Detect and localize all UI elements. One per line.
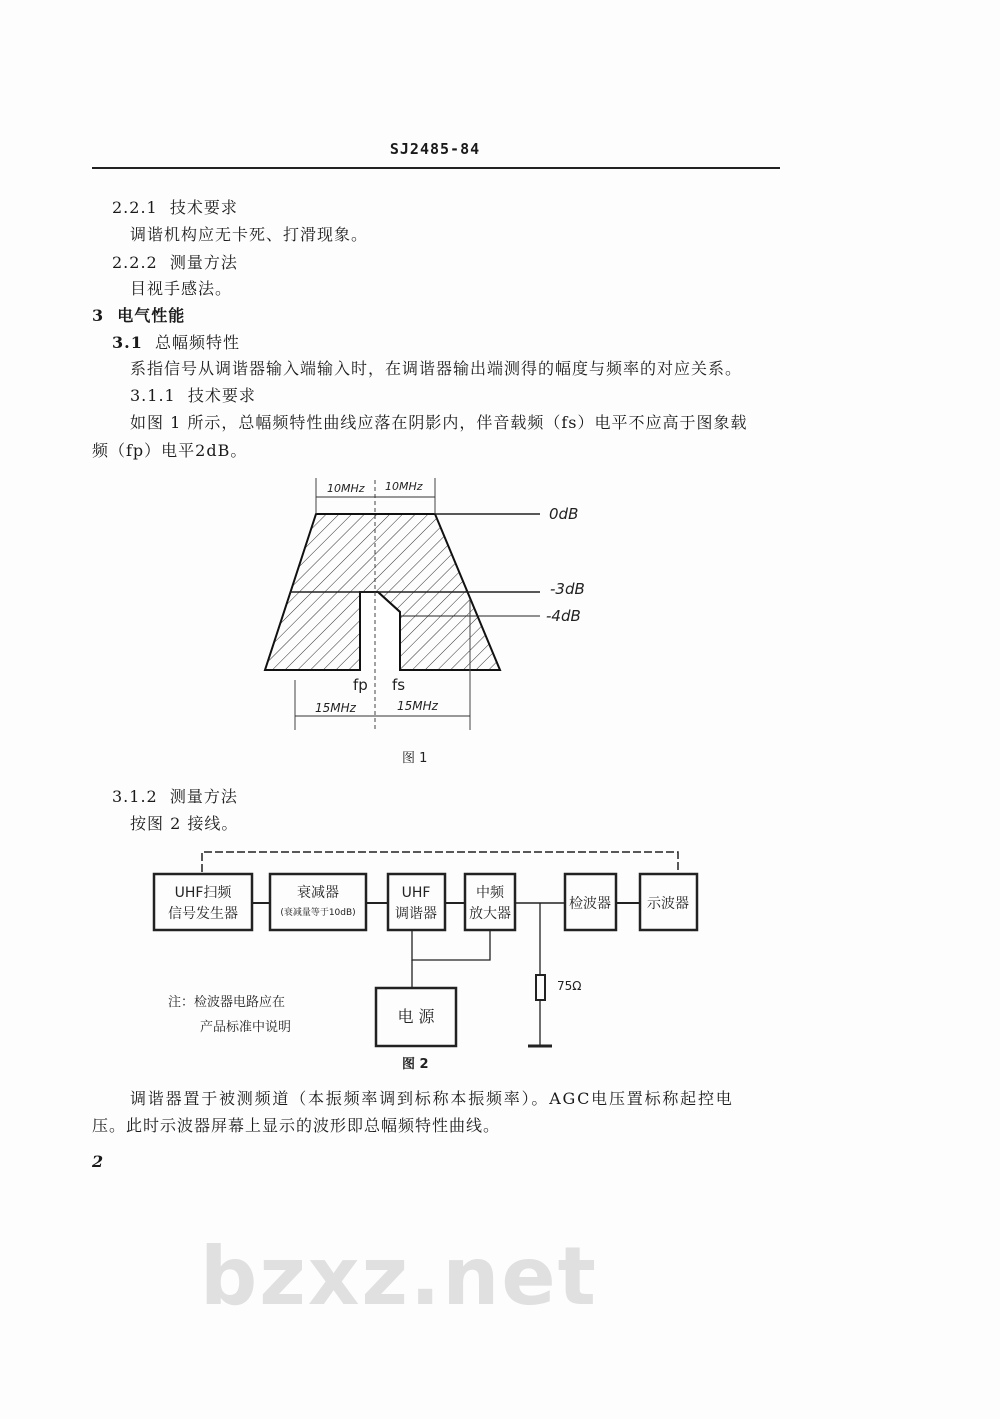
doc-number: SJ2485-84 [389,140,481,158]
block-if-amp: 放大器 [469,906,511,922]
paragraph: 频（fp）电平2dB。 [92,441,248,460]
heading-3-1-1: 3.1.1 技术要求 [130,386,256,405]
heading-2-2-1: 2.2.1 技术要求 [112,198,238,217]
heading-3-1-2: 3.1.2 测量方法 [112,787,238,806]
figure-2-note: 注：检波器电路应在 [168,995,286,1010]
block-detector: 检波器 [569,896,611,912]
paragraph: 系指信号从调谐器输入端输入时，在调谐器输出端测得的幅度与频率的对应关系。 [130,359,743,378]
block-scope: 示波器 [647,896,689,912]
span-label: 10MHz [327,482,365,495]
heading-2-2-2: 2.2.2 测量方法 [112,253,238,272]
fs-label: fs [392,676,406,694]
figure-2-caption: 图 2 [402,1057,429,1072]
page-number: 2 [92,1152,105,1171]
span-label: 15MHz [397,699,438,713]
paragraph: 调谐器置于被测频道（本振频率调到标称本振频率）。AGC电压置标称起控电 [130,1089,734,1108]
paragraph: 压。此时示波器屏幕上显示的波形即总幅频特性曲线。 [92,1116,501,1135]
figure-2-note: 产品标准中说明 [200,1020,292,1035]
block-attenuator: (衰减量等于10dB) [280,908,356,918]
level-0db: 0dB [549,505,579,523]
fp-label: fp [353,676,368,694]
figure-1-caption: 图 1 [402,751,428,766]
watermark: bzxz.net [200,1230,598,1323]
resistor-label: 75Ω [557,979,582,993]
level-3db: -3dB [550,580,585,598]
block-tuner: 调谐器 [395,906,437,922]
block-generator: 信号发生器 [168,906,238,922]
heading-3-1: 3.1 总幅频特性 [112,333,241,352]
paragraph: 按图 2 接线。 [130,814,239,833]
block-tuner: UHF [401,885,431,901]
paragraph: 目视手感法。 [130,279,233,298]
block-generator: UHF扫频 [174,885,232,901]
block-attenuator: 衰减器 [297,885,339,901]
block-power: 电 源 [397,1007,435,1026]
block-if-amp: 中频 [476,885,504,901]
level-4db: -4dB [546,607,581,625]
span-label: 15MHz [315,701,356,715]
heading-3: 3 电气性能 [92,306,186,325]
span-label: 10MHz [385,480,423,493]
paragraph: 如图 1 所示，总幅频特性曲线应落在阴影内，伴音载频（fs）电平不应高于图象载 [130,413,748,432]
paragraph: 调谐机构应无卡死、打滑现象。 [130,225,369,244]
